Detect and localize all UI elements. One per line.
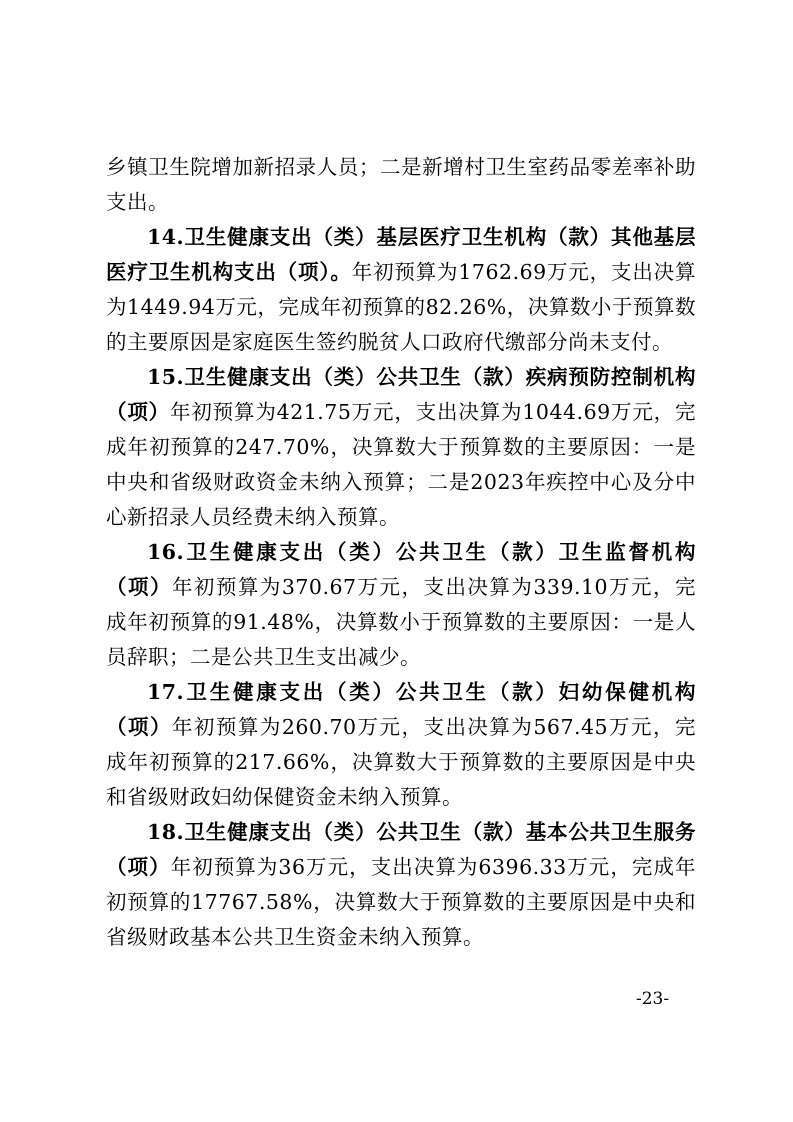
- item-16-paragraph: [106, 535, 696, 675]
- item-18-paragraph: [106, 815, 696, 955]
- item-14-heading: 14.卫生健康支出（类）基层医疗卫生机构（款）其他基层医疗卫生机构支出（项）。: [106, 225, 696, 284]
- body-text: [106, 150, 696, 955]
- item-15-heading: 15.卫生健康支出（类）公共卫生（款）疾病预防控制机构（项）: [106, 365, 696, 424]
- item-16-body: 年初预算为370.67万元，支出决算为339.10万元，完成年初预算的91.48%，决算数小于预算数的主要原因：一是人员辞职；二是公共卫生支出减少。: [106, 575, 696, 669]
- item-14-paragraph: [106, 220, 696, 360]
- item-18-heading: 18.卫生健康支出（类）公共卫生（款）基本公共卫生服务（项）: [106, 820, 696, 879]
- item-17-paragraph: [106, 675, 696, 815]
- item-18-body: 年初预算为36万元，支出决算为6396.33万元，完成年初预算的17767.58%，决算数大于预算数的主要原因是中央和省级财政基本公共卫生资金未纳入预算。: [106, 855, 697, 949]
- item-14-body: 年初预算为1762.69万元，支出决算为1449.94万元，完成年初预算的82.26%，决算数小于预算数的主要原因是家庭医生签约脱贫人口政府代缴部分尚未支付。: [106, 260, 696, 354]
- page-number: -23-: [636, 989, 670, 1009]
- item-16-heading: 16.卫生健康支出（类）公共卫生（款）卫生监督机构（项）: [106, 540, 696, 599]
- item-15-body: 年初预算为421.75万元，支出决算为1044.69万元，完成年初预算的247.70%，决算数大于预算数的主要原因：一是中央和省级财政资金未纳入预算；二是2023年疾控中心及分中心新招录人员经费未纳入预算。: [106, 400, 696, 529]
- item-15-paragraph: [106, 360, 696, 535]
- item-17-heading: 17.卫生健康支出（类）公共卫生（款）妇幼保健机构（项）: [106, 680, 696, 739]
- continuation-paragraph: 乡镇卫生院增加新招录人员；二是新增村卫生室药品零差率补助支出。: [106, 155, 696, 214]
- item-17-body: 年初预算为260.70万元，支出决算为567.45万元，完成年初预算的217.66%，决算数大于预算数的主要原因是中央和省级财政妇幼保健资金未纳入预算。: [106, 715, 696, 809]
